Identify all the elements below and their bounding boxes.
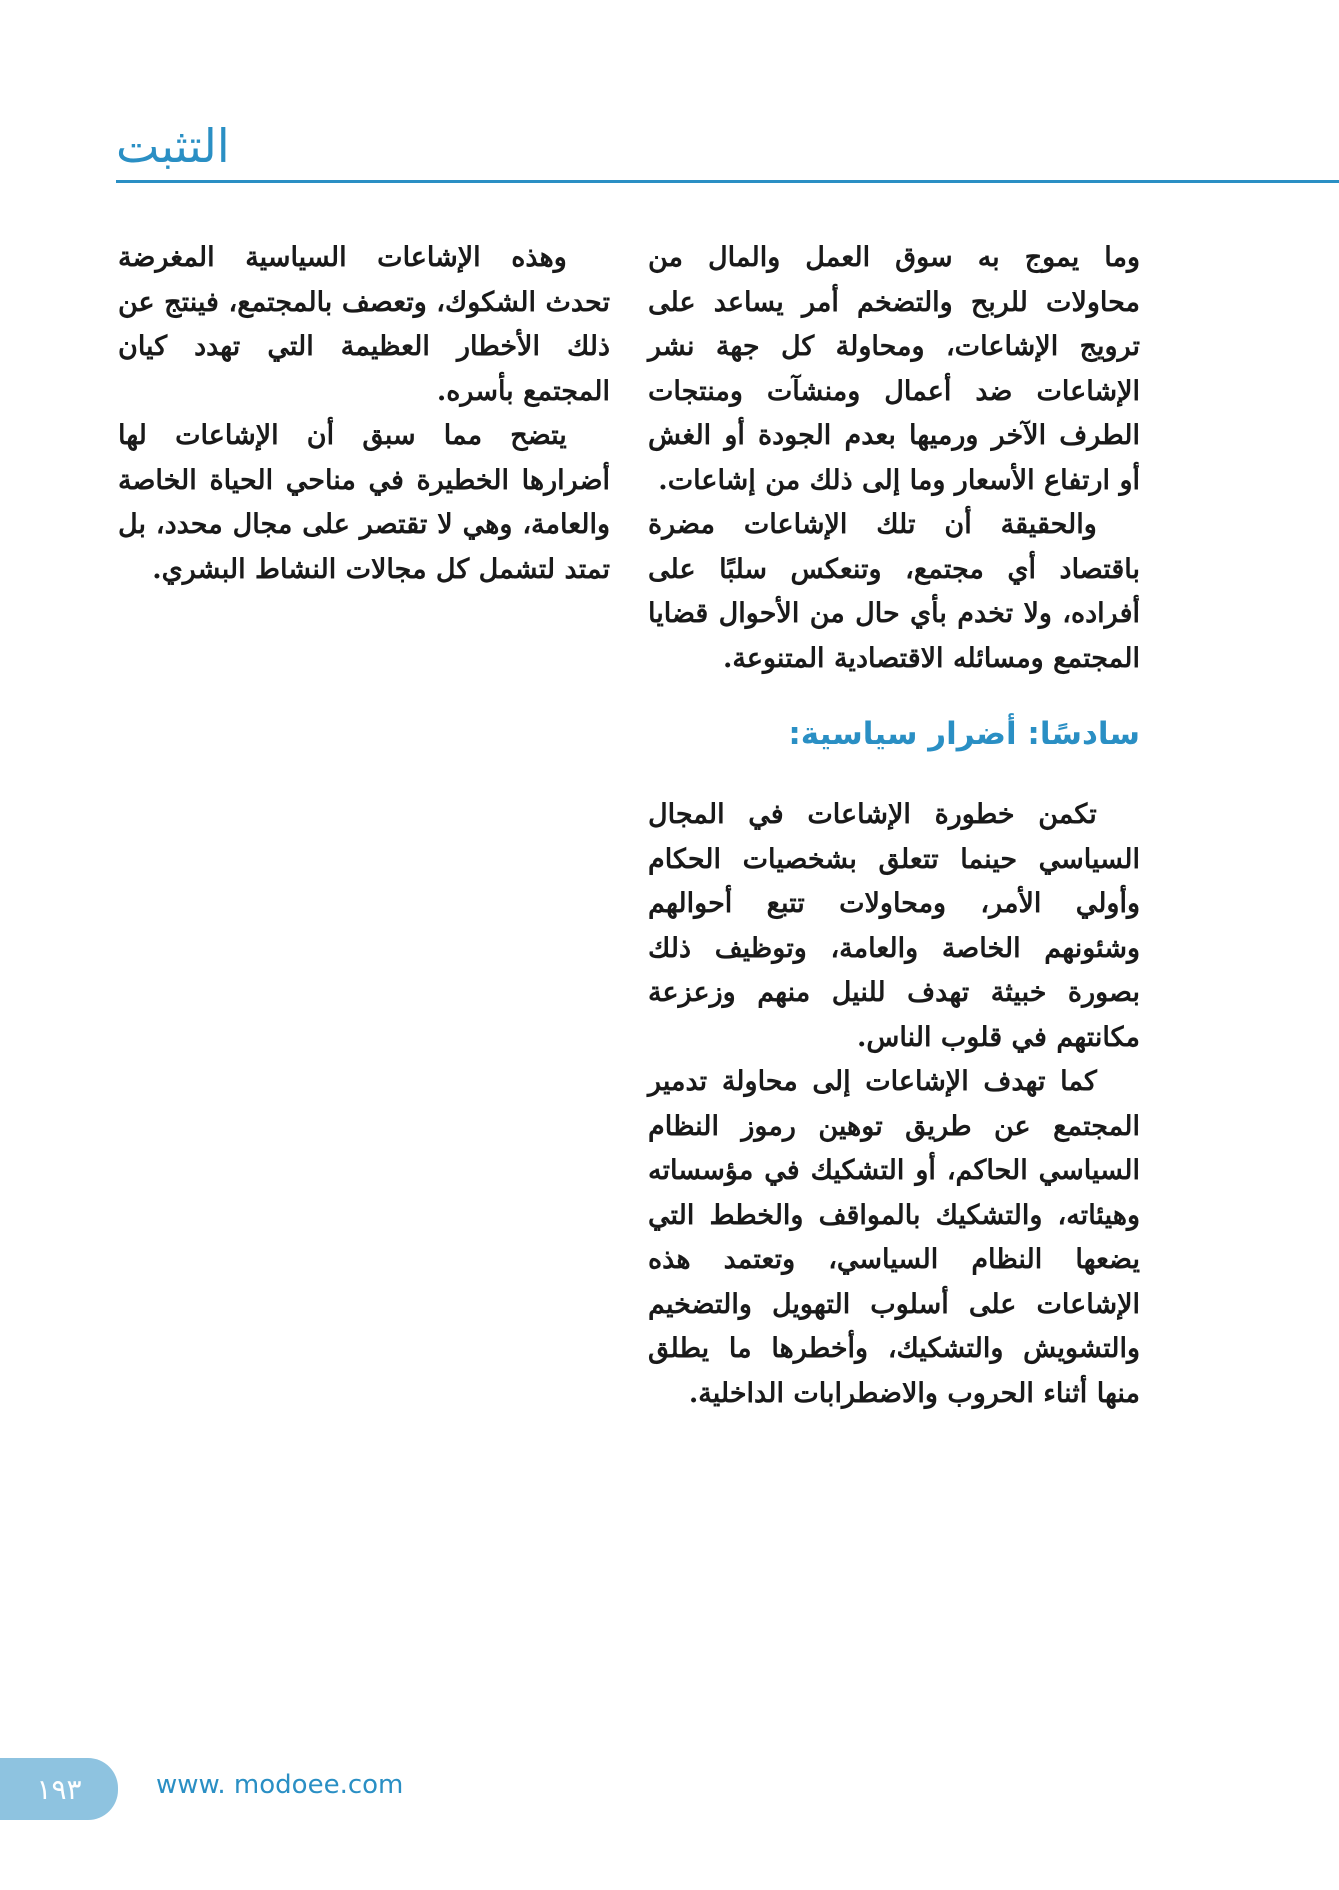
- paragraph: وما يموج به سوق العمل والمال من محاولات للربح والتضخم أمر يساعد على ترويج الإشاعات، ومحاولة كل جهة نشر الإشاعات ضد أعمال ومنشآت ومنتجات الطرف الآخر ورميها بعدم الجودة أو الغش أو ارتفاع الأسعار وما إلى ذلك من إشاعات.: [648, 242, 1140, 496]
- header-divider: [116, 180, 1339, 183]
- paragraph: وهذه الإشاعات السياسية المغرضة تحدث الشكوك، وتعصف بالمجتمع، فينتج عن ذلك الأخطار العظيمة التي تهدد كيان المجتمع بأسره.: [118, 242, 610, 407]
- page-number-badge: ١٩٣: [0, 1758, 118, 1820]
- paragraph: والحقيقة أن تلك الإشاعات مضرة باقتصاد أي مجتمع، وتنعكس سلبًا على أفراده، ولا تخدم بأي حال من الأحوال قضايا المجتمع ومسائله الاقتصادية المتنوعة.: [648, 509, 1140, 674]
- website-link[interactable]: www. modoee.com: [156, 1770, 404, 1800]
- section-heading: سادسًا: أضرار سياسية:: [788, 716, 1140, 752]
- right-text-column: [648, 236, 1140, 1416]
- left-text-column: [118, 236, 610, 592]
- paragraph: تكمن خطورة الإشاعات في المجال السياسي حينما تتعلق بشخصيات الحكام وأولي الأمر، ومحاولات تتبع أحوالهم وشئونهم الخاصة والعامة، وتوظيف ذلك بصورة خبيثة تهدف للنيل منهم وزعزعة مكانتهم في قلوب الناس.: [648, 799, 1140, 1053]
- paragraph: يتضح مما سبق أن الإشاعات لها أضرارها الخطيرة في مناحي الحياة الخاصة والعامة، وهي لا تقتصر على مجال محدد، بل تمتد لتشمل كل مجالات النشاط البشري.: [118, 420, 610, 585]
- paragraph: كما تهدف الإشاعات إلى محاولة تدمير المجتمع عن طريق توهين رموز النظام السياسي الحاكم، أو التشكيك في مؤسساته وهيئاته، والتشكيك بالمواقف والخطط التي يضعها النظام السياسي، وتعتمد هذه الإشاعات على أسلوب التهويل والتضخيم والتشويش والتشكيك، وأخطرها ما يطلق منها أثناء الحروب والاضطرابات الداخلية.: [648, 1066, 1140, 1409]
- page-header-title: التثبت: [116, 119, 230, 173]
